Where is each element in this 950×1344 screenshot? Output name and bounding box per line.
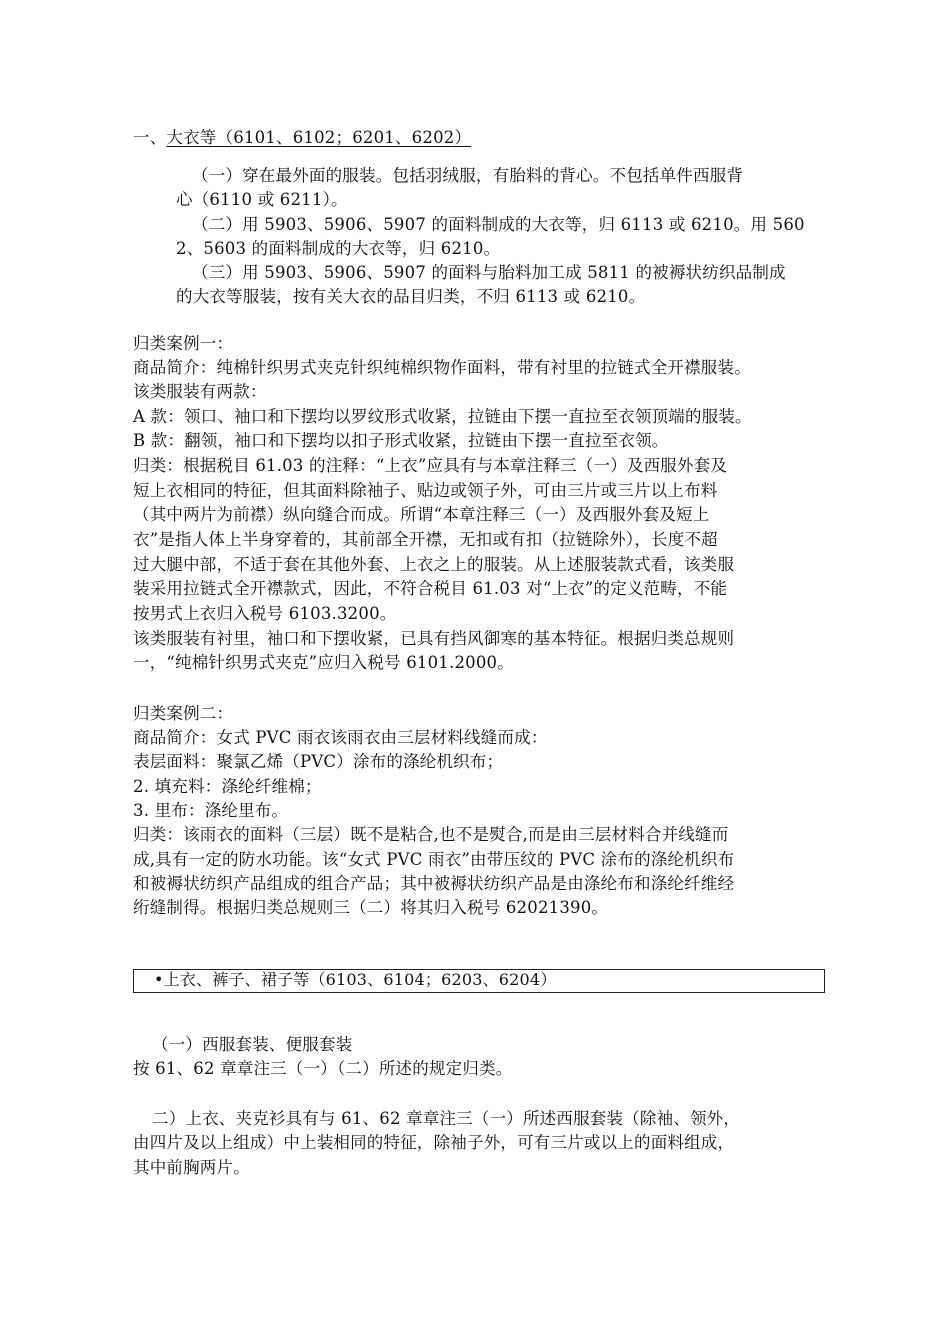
bullet-icon: • <box>154 970 164 989</box>
subsection-1-heading: （一）西服套装、便服套装 <box>152 1035 353 1054</box>
item-2-line-1: （二）用 5903、5906、5907 的面料制成的大衣等，归 6113 或 6210。用 560 <box>192 215 805 234</box>
section-title: 大衣等（6101、6102；6201、6202） <box>166 128 472 147</box>
case-1-line: A 款：领口、袖口和下摆均以罗纹形式收紧，拉链由下摆一直拉至衣领顶端的服装。 <box>133 407 752 426</box>
section-2-box <box>133 969 825 993</box>
case-1-line: 该类服装有衬里，袖口和下摆收紧，已具有挡风御寒的基本特征。根据归类总规则 <box>133 629 735 648</box>
subsection-2-line: 由四片及以上组成）中上装相同的特征，除袖子外，可有三片或以上的面料组成， <box>133 1133 735 1152</box>
case-2-line: 2. 填充料：涤纶纤维棉； <box>133 777 322 796</box>
case-1-line: （其中两片为前襟）纵向缝合而成。所谓“本章注释三（一）及西服外套及短上 <box>133 505 710 524</box>
subsection-1-body: 按 61、62 章章注三（一）（二）所述的规定归类。 <box>133 1059 513 1078</box>
subsection-2-line: 其中前胸两片。 <box>133 1158 250 1177</box>
item-3-line-2: 的大衣等服装，按有关大衣的品目归类，不归 6113 或 6210。 <box>176 287 646 306</box>
case-1-line: 衣”是指人体上半身穿着的，其前部全开襟，无扣或有扣（拉链除外），长度不超 <box>133 530 718 549</box>
case-1-line: 该类服装有两款： <box>133 382 267 401</box>
case-2-line: 归类：该雨衣的面料（三层）既不是粘合,也不是熨合,而是由三层材料合并线缝而 <box>133 825 729 844</box>
case-1-line: B 款：翻领，袖口和下摆均以扣子形式收紧，拉链由下摆一直拉至衣领。 <box>133 431 669 450</box>
case-1-line: 过大腿中部，不适于套在其他外套、上衣之上的服装。从上述服装款式看，该类服 <box>133 555 735 574</box>
case-2-heading: 归类案例二： <box>133 704 234 723</box>
item-1-line-2: 心（6110 或 6211）。 <box>176 190 348 209</box>
section-2-heading <box>154 969 844 991</box>
case-1-line: 短上衣相同的特征，但其面料除袖子、贴边或领子外，可由三片或三片以上布料 <box>133 481 718 500</box>
case-1-heading: 归类案例一： <box>133 334 234 353</box>
subsection-2-line: 二）上衣、夹克衫具有与 61、62 章章注三（一）所述西服套装（除袖、领外， <box>152 1109 741 1128</box>
case-1-line: 装采用拉链式全开襟款式，因此，不符合税目 61.03 对“上衣”的定义范畴，不能 <box>133 579 728 598</box>
item-3-line-1: （三）用 5903、5906、5907 的面料与胎料加工成 5811 的被褥状纺织品制成 <box>192 263 786 282</box>
section-2-title: 上衣、裤子、裙子等（6103、6104；6203、6204） <box>163 970 557 989</box>
case-1-line: 归类：根据税目 61.03 的注释：“上衣”应具有与本章注释三（一）及西服外套及 <box>133 456 728 475</box>
case-2-line: 表层面料：聚氯乙烯（PVC）涂布的涤纶机织布； <box>133 752 504 771</box>
section-heading <box>133 126 471 150</box>
case-1-line: 一，“纯棉针织男式夹克”应归入税号 6101.2000。 <box>133 653 514 672</box>
case-2-line: 商品简介：女式 PVC 雨衣该雨衣由三层材料线缝而成： <box>133 728 548 747</box>
item-2-line-2: 2、5603 的面料制成的大衣等，归 6210。 <box>176 239 501 258</box>
section-number: 一、 <box>133 128 167 147</box>
case-2-line: 3. 里布：涤纶里布。 <box>133 801 289 820</box>
item-1-line-1: （一）穿在最外面的服装。包括羽绒服，有胎料的背心。不包括单件西服背 <box>192 166 744 185</box>
case-2-line: 和被褥状纺织产品组成的组合产品；其中被褥状纺织产品是由涤纶布和涤纶纤维经 <box>133 874 735 893</box>
case-2-line: 绗缝制得。根据归类总规则三（二）将其归入税号 62021390。 <box>133 898 609 917</box>
case-1-line: 按男式上衣归入税号 6103.3200。 <box>133 604 397 623</box>
case-2-line: 成,具有一定的防水功能。该“女式 PVC 雨衣”由带压纹的 PVC 涂布的涤纶机织布 <box>133 850 735 869</box>
case-1-line: 商品简介：纯棉针织男式夹克针织纯棉织物作面料，带有衬里的拉链式全开襟服装。 <box>133 358 751 377</box>
